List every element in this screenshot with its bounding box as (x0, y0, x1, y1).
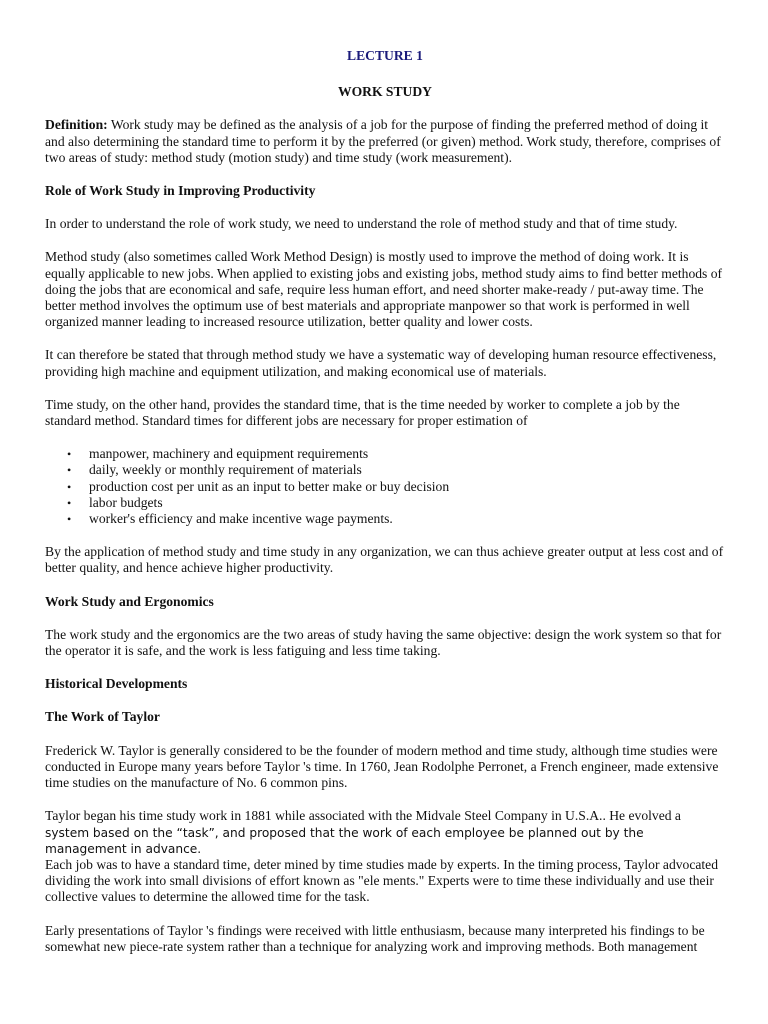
role-paragraph-4: Time study, on the other hand, provides the standard time, that is the time needed by worker to complete a job by the standard method. Standard times for different jobs are necessary for proper estimation of (45, 396, 680, 429)
heading-work-of-taylor: The Work of Taylor (45, 709, 160, 725)
lecture-label: LECTURE 1 (347, 48, 423, 63)
role-paragraph-2: Method study (also sometimes called Work Method Design) is mostly used to improve the method of doing work. It is equally applicable to new jobs. When applied to existing jobs and existing jobs, method study aims to find better methods of doing the jobs that are economical and safe, require less human effort, and need shorter make-ready / put-away time. The better method involves the optimum use of best materials and appropriate manpower so that work is performed in well organized manner leading to increased resource utilization, better quality and lower costs. (45, 249, 723, 330)
list-item (67, 494, 725, 511)
heading-historical-developments: Historical Developments (45, 676, 188, 692)
list-item-text: manpower, machinery and equipment requirements (89, 446, 369, 462)
document-page (45, 40, 725, 955)
definition-label: Definition: (45, 117, 108, 133)
role-paragraph-3: It can therefore be stated that through method study we have a systematic way of developing human resource effectiveness, providing high machine and equipment utilization, and making economical use of materials. (45, 347, 717, 379)
definition-text: Work study may be defined as the analysis of a job for the purpose of finding the preferred method of doing it and also determining the standard time to perform it by the preferred (or given) method. Work study, therefore, comprises of two areas of study: method study (motion study) and time study (work measurement). (45, 117, 721, 165)
list-item (67, 478, 725, 495)
bullet-icon: • (67, 479, 72, 494)
heading-work-study-ergonomics: Work Study and Ergonomics (45, 593, 214, 609)
bullet-icon: • (67, 463, 72, 478)
bullet-icon: • (67, 447, 72, 462)
list-item-text: labor budgets (89, 494, 163, 510)
taylor-paragraph-3: Early presentations of Taylor 's findings were received with little enthusiasm, because many interpreted his findings to be somewhat new piece-rate system rather than a technique for analyzing work and improving methods. Both management (45, 922, 705, 954)
taylor-paragraph-2 (45, 808, 725, 905)
definition-paragraph (45, 117, 725, 166)
list-item (67, 446, 725, 462)
list-item (67, 462, 725, 478)
bullet-icon: • (67, 512, 72, 527)
role-paragraph-5: By the application of method study and time study in any organization, we can thus achieve greater output at less cost and of better quality, and hence achieve higher productivity. (45, 544, 724, 576)
list-item-text: production cost per unit as an input to better make or buy decision (89, 478, 450, 494)
list-item-text: daily, weekly or monthly requirement of materials (89, 462, 362, 478)
list-item-text: worker's efficiency and make incentive wage payments. (89, 511, 393, 527)
taylor-paragraph-2-line-a: Taylor began his time study work in 1881 while associated with the Midvale Steel Company in U.S.A.. He evolved a (45, 808, 681, 824)
role-paragraph-1: In order to understand the role of work study, we need to understand the role of method study and that of time study. (45, 216, 678, 232)
taylor-paragraph-2-line-c: Each job was to have a standard time, deter mined by time studies made by experts. In the timing process, Taylor advocated dividing the work into small divisions of effort known as "ele ments." Experts were to time these individually and use their collective values to determine the allowed time for the task. (45, 856, 719, 905)
bullet-icon: • (67, 495, 72, 510)
list-item (67, 511, 725, 527)
ergonomics-paragraph: The work study and the ergonomics are the two areas of study having the same objective: design the work system so that for the operator it is safe, and the work is less fatiguing and less time taking. (45, 626, 722, 659)
taylor-paragraph-2-line-b: system based on the “task”, and proposed that the work of each employee be planned out by the management in advance. (45, 825, 644, 856)
heading-role-of-work-study: Role of Work Study in Improving Productivity (45, 183, 316, 199)
page-title: WORK STUDY (337, 84, 433, 100)
estimation-list (45, 446, 725, 527)
taylor-paragraph-1: Frederick W. Taylor is generally considered to be the founder of modern method and time study, although time studies were conducted in Europe many years before Taylor 's time. In 1760, Jean Rodolphe Perronet, a French engineer, made extensive time studies on the manufacture of No. 6 common pins. (45, 742, 719, 791)
